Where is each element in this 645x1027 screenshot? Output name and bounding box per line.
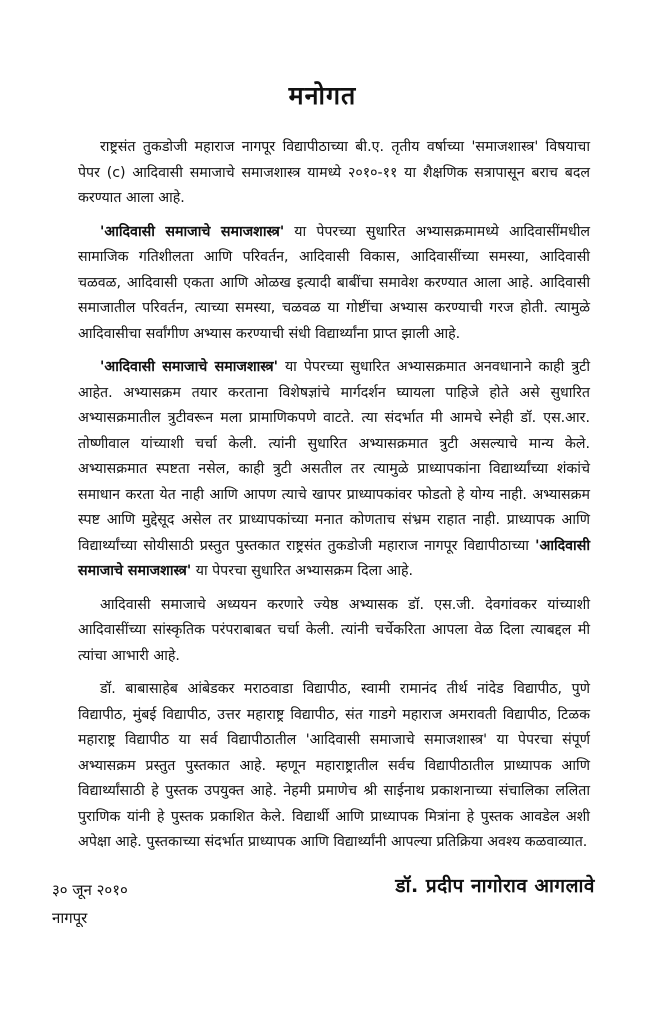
page-title: मनोगत [288,81,357,110]
paragraph-3-text: या पेपरच्या सुधारित अभ्यासक्रमात अनवधानाने काही त्रुटी आहेत. अभ्यासक्रम तयार करताना विशेषज्ञांचे मार्गदर्शन घ्यायला पाहिजे होते असे सुधारित अभ्यासक्रमातील त्रुटीवरून मला प्रामाणिकपणे वाटते. त्या संदर्भात मी आमचे स्नेही डॉ. एस.आर. तोष्णीवाल यांच्याशी चर्चा केली. त्यांनी सुधारित अभ्यासक्रमात त्रुटी असल्याचे मान्य केले. अभ्यासक्रमात स्पष्टता नसेल, काही त्रुटी असतील तर त्यामुळे प्राध्यापकांना विद्यार्थ्यांच्या शंकांचे समाधान करता येत नाही आणि आपण त्याचे खापर प्राध्यापकांवर फोडतो हे योग्य नाही. अभ्यासक्रम स्पष्ट आणि मुद्देसूद असेल तर प्राध्यापकांच्या मनात कोणताच संभ्रम राहात नाही. प्राध्यापक आणि विद्यार्थ्यांच्या सोयीसाठी प्रस्तुत पुस्तकात राष्ट्रसंत तुकडोजी महाराज नागपूर विद्यापीठाच्या [78,359,590,554]
paragraph-4: आदिवासी समाजाचे अध्ययन करणारे ज्येष्ठ अभ्यासक डॉ. एस.जी. देवगांवकर यांच्याशी आदिवासींच्या सांस्कृतिक परंपराबाबत चर्चा केली. त्यांनी चर्चेकरिता आपला वेळ दिला त्याबद्दल मी त्यांचा आभारी आहे. [78,596,590,664]
body-text [78,135,590,862]
date: ३० जून २०१० [52,881,128,899]
paragraph-5: डॉ. बाबासाहेब आंबेडकर मराठवाडा विद्यापीठ, स्वामी रामानंद तीर्थ नांदेड विद्यापीठ, पुणे विद्यापीठ, मुंबई विद्यापीठ, उत्तर महाराष्ट्र विद्यापीठ, संत गाडगे महाराज अमरावती विद्यापीठ, टिळक महाराष्ट्र विद्यापीठ या सर्व विद्यापीठातील 'आदिवासी समाजाचे समाजशास्त्र' या पेपरचा संपूर्ण अभ्यासक्रम प्रस्तुत पुस्तकात आहे. म्हणून महाराष्ट्रातील सर्वच विद्यापीठातील प्राध्यापक आणि विद्यार्थ्यांसाठी हे पुस्तक उपयुक्त आहे. नेहमी प्रमाणेच श्री साईनाथ प्रकाशनाच्या संचालिका ललिता पुराणिक यांनी हे पुस्तक प्रकाशित केले. विद्यार्थी आणि प्राध्यापक मित्रांना हे पुस्तक आवडेल अशी अपेक्षा आहे. पुस्तकाच्या संदर्भात प्राध्यापक आणि विद्यार्थ्यांनी आपल्या प्रतिक्रिया अवश्य कळवाव्यात. [78,681,590,850]
paragraph-3-end: या पेपरचा सुधारित अभ्यासक्रम दिला आहे. [191,563,413,579]
paragraph-3-emphasis-2: 'आदिवासी समाजाचे समाजशास्त्र' [78,537,590,579]
paragraph-2-text: या पेपरच्या सुधारित अभ्यासक्रमामध्ये आदिवासींमधील सामाजिक गतिशीलता आणि परिवर्तन, आदिवासी विकास, आदिवासींच्या समस्या, आदिवासी चळवळ, आदिवासी एकता आणि ओळख इत्यादी बाबींचा समावेश करण्यात आला आहे. आदिवासी समाजातील परिवर्तन, त्याच्या समस्या, चळवळ या गोष्टींचा अभ्यास करण्याची गरज होती. त्यामुळे आदिवासीचा सर्वांगीण अभ्यास करण्याची संधी विद्यार्थ्यांना प्राप्त झाली आहे. [78,223,590,342]
paragraph-1: राष्ट्रसंत तुकडोजी महाराज नागपूर विद्यापीठाच्या बी.ए. तृतीय वर्षाच्या 'समाजशास्त्र' विषयाचा पेपर (c) आदिवासी समाजाचे समाजशास्त्र यामध्ये २०१०-११ या शैक्षणिक सत्रापासून बराच बदल करण्यात आला आहे. [78,139,590,206]
paragraph-2 [78,220,590,348]
paragraph-3-emphasis: 'आदिवासी समाजाचे समाजशास्त्र' [100,359,278,375]
place: नागपूर [52,909,88,927]
author-signature: डॉ. प्रदीप नागोराव आगलावे [395,875,595,897]
paragraph-3 [78,355,590,585]
paragraph-2-emphasis: 'आदिवासी समाजाचे समाजशास्त्र' [100,223,285,240]
